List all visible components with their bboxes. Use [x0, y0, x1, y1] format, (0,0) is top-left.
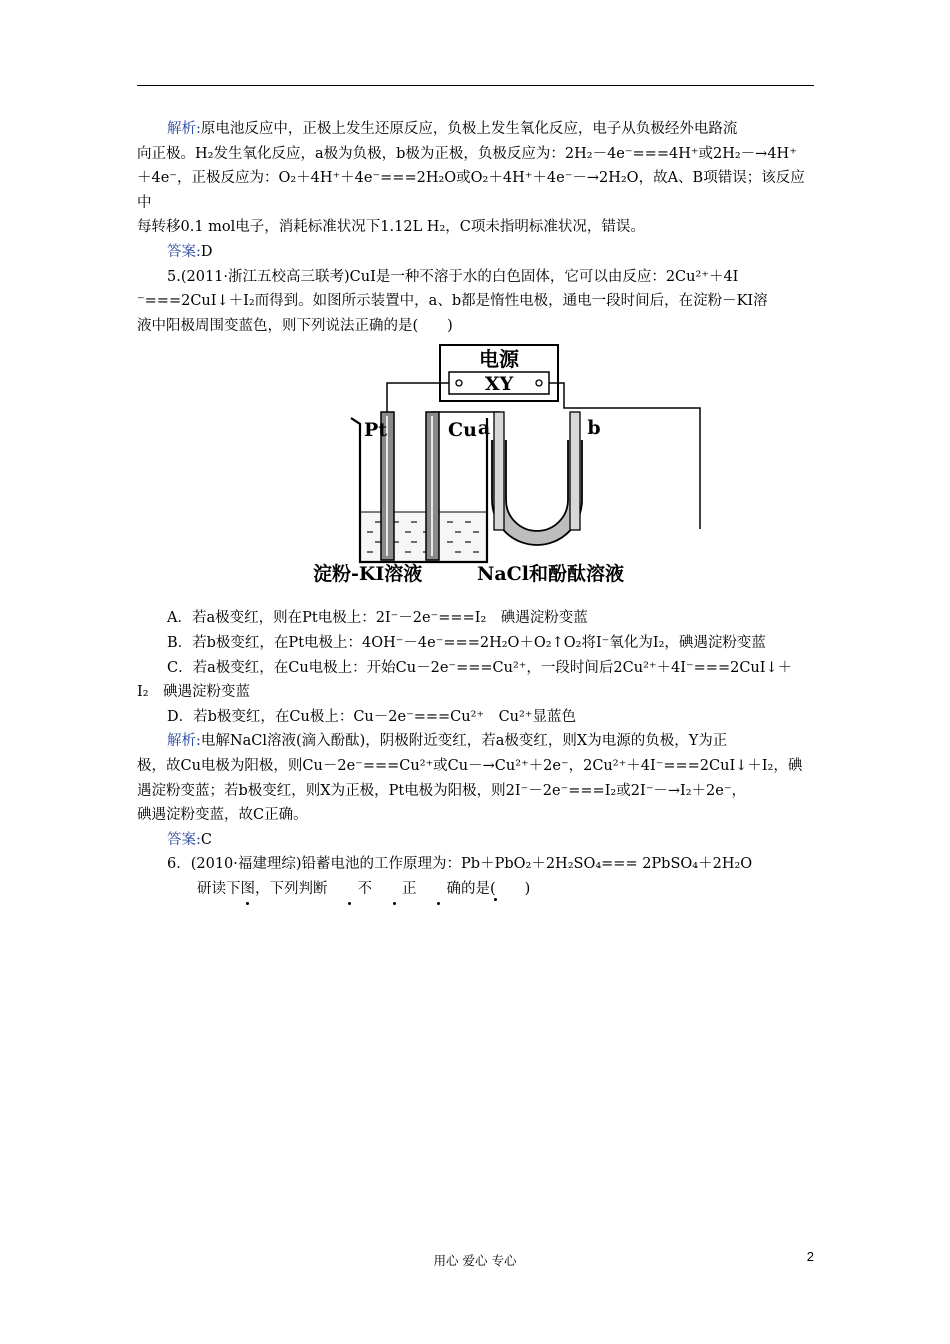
- apparatus-diagram: [137, 344, 814, 594]
- q4-analysis-line4: 每转移0.1 mol电子，消耗标准状况下1.12L H₂，C项未指明标准状况，错误。: [137, 219, 645, 236]
- q5-analysis-line3: 遇淀粉变蓝；若b极变红，则X为正极，Pt电极为阳极，则2I⁻－2e⁻===I₂或2I⁻－→I₂＋2e⁻，: [137, 782, 746, 799]
- q4-analysis-line1: 解析:原电池反应中，正极上发生还原反应，负极上发生氧化反应，电子从负极经外电路流: [167, 121, 738, 137]
- q5-option-b: B．若b极变红，在Pt电极上：4OH⁻－4e⁻===2H₂O＋O₂↑O₂将I⁻氧化为I₂，碘遇淀粉变蓝: [167, 634, 766, 651]
- q6-stem-line1: 6．(2010·福建理综)铅蓄电池的工作原理为：Pb＋PbO₂＋2H₂SO₄=== 2PbSO₄＋2H₂O: [167, 856, 753, 873]
- electrode-a: [494, 412, 504, 530]
- terminal-x-icon: [456, 380, 462, 386]
- q5-answer-label: 答案:: [167, 831, 201, 848]
- caption-left: 淀粉-KI溶液: [313, 563, 423, 586]
- q5-option-a: A．若a极变红，则在Pt电极上：2I⁻－2e⁻===I₂ 碘遇淀粉变蓝: [167, 610, 588, 627]
- terminal-y-icon: [536, 380, 542, 386]
- power-label: 电源: [479, 347, 519, 372]
- emphasis-dot-char: 不: [328, 877, 373, 902]
- q5-answer: [137, 828, 814, 853]
- page-number: 2: [806, 1249, 814, 1264]
- q5-analysis-label: 解析:: [167, 733, 201, 750]
- electrode-b: [570, 412, 580, 530]
- header-rule: [137, 85, 814, 86]
- q4-analysis-line3: ＋4e⁻，正极反应为：O₂＋4H⁺＋4e⁻===2H₂O或O₂＋4H⁺＋4e⁻－→2H₂O，故A、B项错误；该反应中: [137, 170, 805, 211]
- u-tube-solution: [499, 440, 575, 538]
- emphasis-dot-char: 正: [372, 877, 417, 902]
- q5-option-c-line2: I₂ 碘遇淀粉变蓝: [137, 684, 251, 701]
- q6-stem-line2: 研读下图，下列判断 不 正 确的是( ): [137, 877, 814, 902]
- pt-label: Pt: [364, 419, 388, 442]
- q4-analysis-label: 解析:: [167, 121, 201, 137]
- a-label: a: [477, 417, 491, 440]
- q5-analysis-line1: 解析:电解NaCl溶液(滴入酚酞)，阴极附近变红，若a极变红，则X为电源的负极，Y为正: [167, 733, 728, 750]
- xy-label: XY: [484, 373, 514, 396]
- q4-answer-label: 答案:: [167, 243, 201, 260]
- electrolysis-apparatus-figure: [137, 344, 814, 594]
- q4-answer-value: D: [200, 243, 213, 260]
- cu-label: Cu: [448, 419, 477, 442]
- starch-ki-solution: [360, 512, 487, 562]
- q5-answer-value: C: [200, 831, 212, 848]
- footer-slogan: 用心 爱心 专心: [433, 1253, 517, 1268]
- q4-analysis-line2: 向正极。H₂发生氧化反应，a极为负极，b极为正极，负极反应为：2H₂－4e⁻===4H⁺或2H₂－→4H⁺: [137, 145, 797, 162]
- emphasis-dot-char: 确: [417, 877, 462, 902]
- b-label: b: [587, 417, 601, 440]
- q5-analysis-line4: 碘遇淀粉变蓝，故C正确。: [137, 807, 308, 824]
- q4-answer: [137, 240, 814, 265]
- q5-stem-line2: ⁻===2CuI↓＋I₂而得到。如图所示装置中，a、b都是惰性电极，通电一段时间后，在淀粉－KI溶: [137, 293, 768, 310]
- caption-right: NaCl和酚酞溶液: [477, 563, 625, 586]
- q5-stem-line1: 5.(2011·浙江五校高三联考)CuI是一种不溶于水的白色固体，它可以由反应：2Cu²⁺＋4I: [167, 268, 739, 285]
- q5-analysis-line2: 极，故Cu电极为阳极，则Cu－2e⁻===Cu²⁺或Cu－→Cu²⁺＋2e⁻，2Cu²⁺＋4I⁻===2CuI↓＋I₂，碘: [137, 757, 803, 774]
- u-tube-inner-wall: [506, 440, 568, 531]
- q5-stem-line3: 液中阳极周围变蓝色，则下列说法正确的是( ): [137, 317, 453, 334]
- q5-option-d: D．若b极变红，在Cu极上：Cu－2e⁻===Cu²⁺ Cu²⁺显蓝色: [167, 708, 576, 725]
- q5-option-c-line1: C．若a极变红，在Cu电极上：开始Cu－2e⁻===Cu²⁺，一段时间后2Cu²⁺＋4I⁻===2CuI↓＋: [167, 659, 793, 676]
- page-content: [137, 117, 814, 901]
